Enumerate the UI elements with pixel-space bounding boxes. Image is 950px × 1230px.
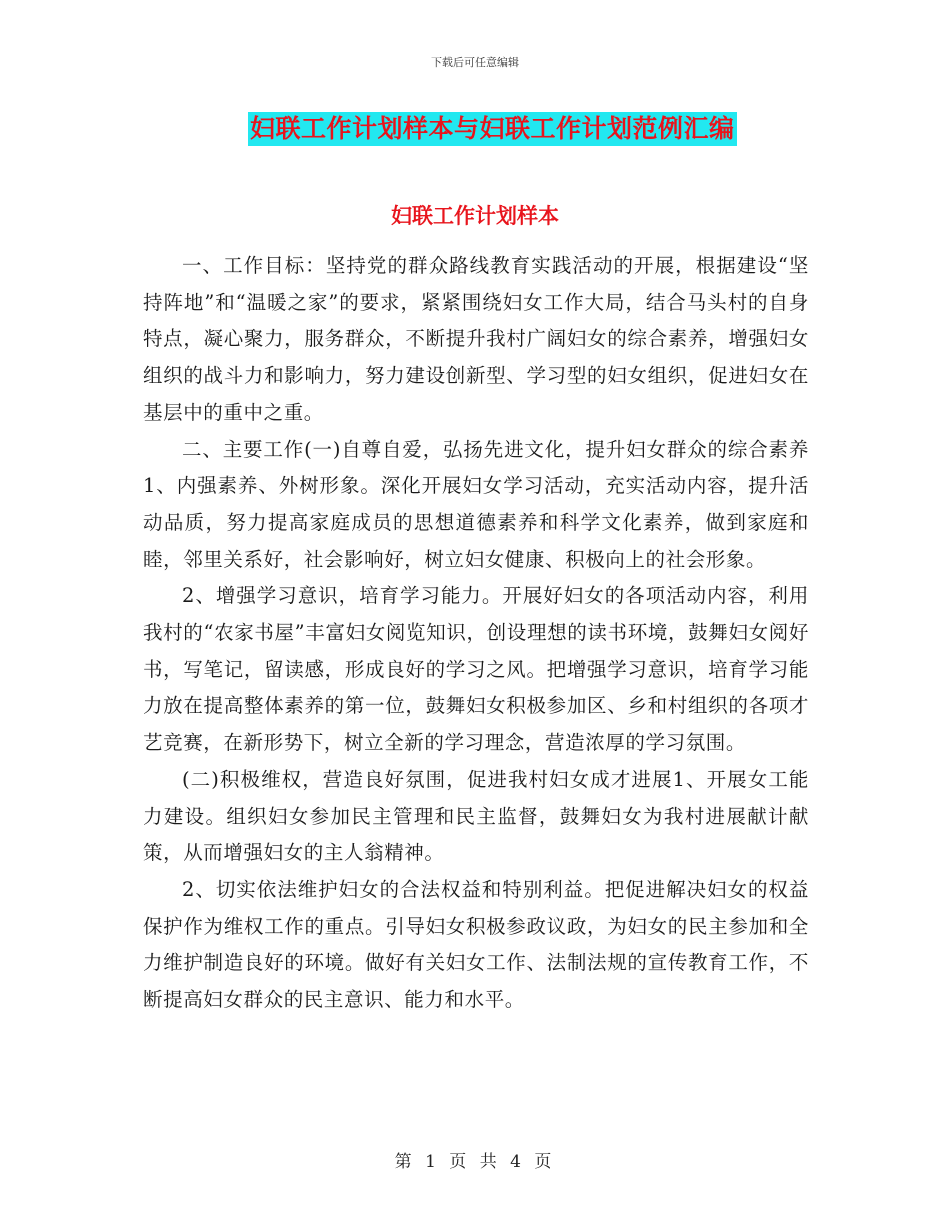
paragraph-work-goals: 一、工作目标：坚持党的群众路线教育实践活动的开展，根据建设“坚持阵地”和“温暖之家”的要求，紧紧围绕妇女工作大局，结合马头村的自身特点，凝心聚力，服务群众，不断提升我村广阔妇女的综合素养，增强妇女组织的战斗力和影响力，努力建设创新型、学习型的妇女组织，促进妇女在基层中的重中之重。	[143, 254, 809, 424]
document-title: 妇联工作计划样本与妇联工作计划范例汇编	[248, 112, 737, 146]
page-footer: 第 1 页 共 4 页	[394, 1152, 556, 1172]
document-body	[143, 248, 809, 1019]
paragraph-rights: (二)积极维权，营造良好氛围，促进我村妇女成才进展1、开展女工能力建设。组织妇女参加民主管理和民主监督，鼓舞妇女为我村进展献计献策，从而增强妇女的主人翁精神。	[143, 767, 809, 865]
section-title: 妇联工作计划样本	[391, 204, 559, 228]
paragraph-main-work: 二、主要工作(一)自尊自爱，弘扬先进文化，提升妇女群众的综合素养1、内强素养、外树形象。深化开展妇女学习活动，充实活动内容，提升活动品质，努力提高家庭成员的思想道德素养和科学文化素养，做到家庭和睦，邻里关系好，社会影响好，树立妇女健康、积极向上的社会形象。	[143, 437, 809, 571]
header-note: 下载后可任意编辑	[431, 56, 519, 69]
paragraph-legal-protection: 2、切实依法维护妇女的合法权益和特别利益。把促进解决妇女的权益保护作为维权工作的重点。引导妇女积极参政议政，为妇女的民主参加和全力维护制造良好的环境。做好有关妇女工作、法制法规的宣传教育工作，不断提高妇女群众的民主意识、能力和水平。	[143, 877, 809, 1012]
paragraph-learning: 2、增强学习意识，培育学习能力。开展好妇女的各项活动内容，利用我村的“农家书屋”丰富妇女阅览知识，创设理想的读书环境，鼓舞妇女阅好书，写笔记，留读感，形成良好的学习之风。把增强学习意识，培育学习能力放在提高整体素养的第一位，鼓舞妇女积极参加区、乡和村组织的各项才艺竞赛，在新形势下，树立全新的学习理念，营造浓厚的学习氛围。	[143, 584, 809, 755]
